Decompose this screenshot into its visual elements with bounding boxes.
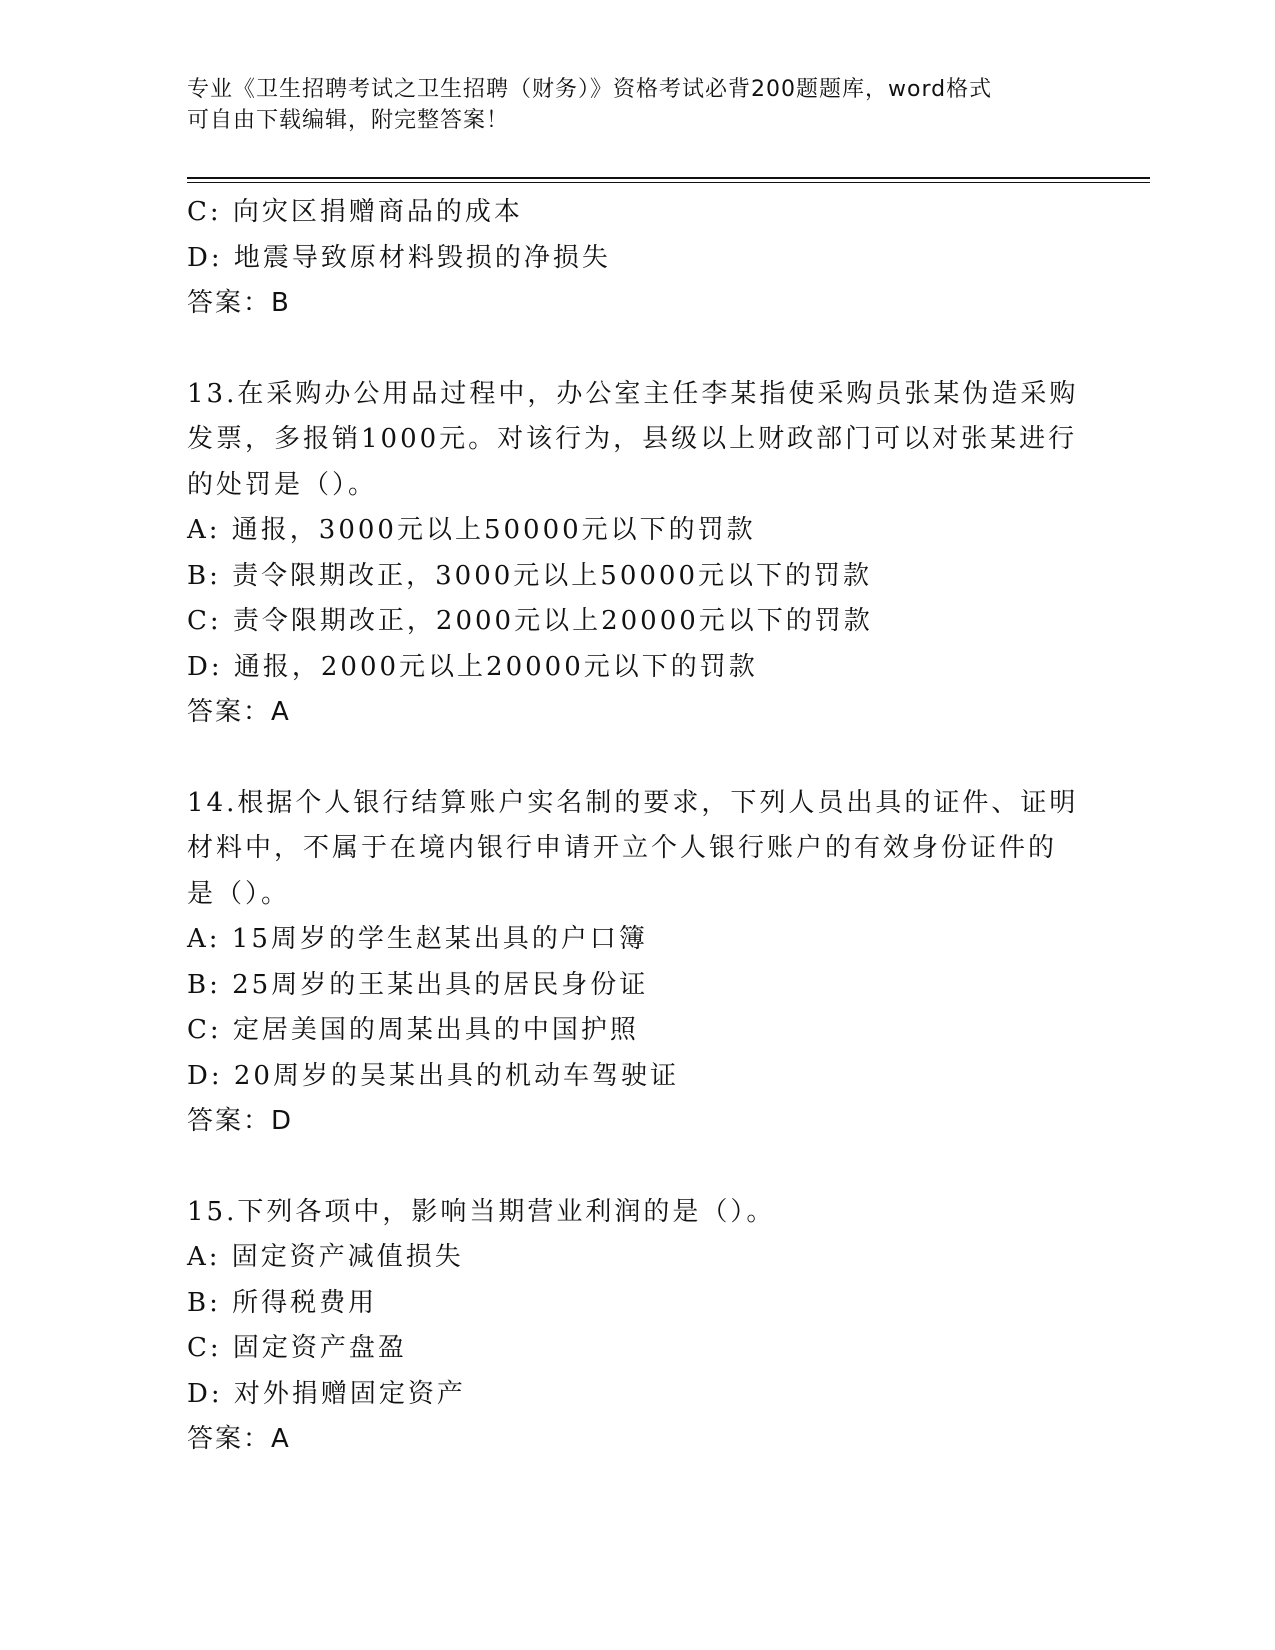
question-list <box>187 190 1087 1463</box>
option-c: C: 向灾区捐赠商品的成本 <box>187 197 523 227</box>
option-a: A: 固定资产减值损失 <box>187 1242 464 1272</box>
answer-line: 答案：B <box>187 288 291 318</box>
option-d: D: 20周岁的吴某出具的机动车驾驶证 <box>187 1060 679 1091</box>
header-rule-thick <box>187 177 1150 179</box>
option-d: D: 通报，2000元以上20000元以下的罚款 <box>187 651 758 682</box>
answer-line: 答案：D <box>187 1106 294 1136</box>
option-b: B: 所得税费用 <box>187 1287 378 1318</box>
question-stem-line: 发票，多报销1000元。对该行为，县级以上财政部门可以对张某进行 <box>187 424 1078 454</box>
option-b: B: 责令限期改正，3000元以上50000元以下的罚款 <box>187 560 873 591</box>
question-block-12 <box>187 190 1087 327</box>
page-header <box>187 74 1087 136</box>
option-d: D: 对外捐赠固定资产 <box>187 1378 466 1409</box>
option-c: C: 定居美国的周某出具的中国护照 <box>187 1015 639 1045</box>
question-block-15 <box>187 1190 1087 1463</box>
question-stem-line: 是（）。 <box>187 878 291 909</box>
option-a: A: 通报，3000元以上50000元以下的罚款 <box>187 515 756 545</box>
option-c: C: 责令限期改正，2000元以上20000元以下的罚款 <box>187 606 873 636</box>
option-d: D: 地震导致原材料毁损的净损失 <box>187 242 611 273</box>
header-line-2: 可自由下载编辑，附完整答案！ <box>187 108 510 133</box>
question-stem-line: 的处罚是（）。 <box>187 469 378 500</box>
option-b: B: 25周岁的王某出具的居民身份证 <box>187 969 649 1000</box>
question-stem-line: 材料中，不属于在境内银行申请开立个人银行账户的有效身份证件的 <box>187 833 1058 863</box>
answer-line: 答案：A <box>187 697 291 727</box>
header-line-1: 专业《卫生招聘考试之卫生招聘（财务）》资格考试必背200题题库，word格式 <box>187 77 993 102</box>
answer-line: 答案：A <box>187 1424 291 1454</box>
header-rule-thin <box>187 182 1150 183</box>
question-stem-line: 14.根据个人银行结算账户实名制的要求，下列人员出具的证件、证明 <box>187 787 1079 818</box>
question-stem-line: 15.下列各项中，影响当期营业利润的是（）。 <box>187 1196 776 1227</box>
question-block-13 <box>187 372 1087 736</box>
option-a: A: 15周岁的学生赵某出具的户口簿 <box>187 924 648 954</box>
question-stem-line: 13.在采购办公用品过程中，办公室主任李某指使采购员张某伪造采购 <box>187 378 1079 409</box>
question-block-14 <box>187 781 1087 1145</box>
option-c: C: 固定资产盘盈 <box>187 1333 407 1363</box>
